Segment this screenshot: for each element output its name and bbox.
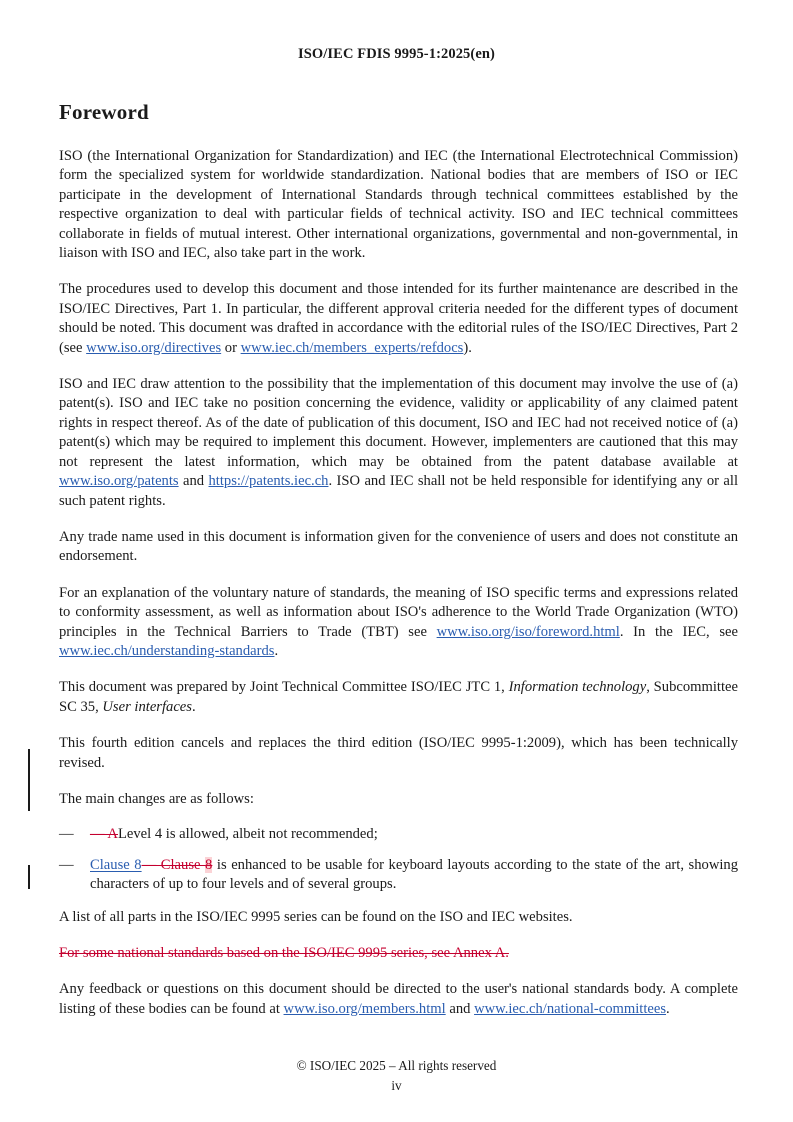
link-iso-foreword[interactable]: www.iso.org/iso/foreword.html — [436, 623, 620, 640]
link-iec-refdocs[interactable]: www.iec.ch/members_experts/refdocs — [240, 339, 464, 356]
paragraph-main-changes-intro: The main changes are as follows: — [59, 790, 254, 807]
committee-title-sc35: User interfaces — [102, 698, 192, 715]
paragraph-committee-text-1: This document was prepared by Joint Technical Committee ISO/IEC JTC 1, — [59, 679, 509, 696]
paragraph-voluntary-text-1: For an explanation of the voluntary nature of standards, the meaning of ISO specific terms and expressions related to conformity assessment, as well as information about ISO's adherence to the World Trade Organization (WTO) principles in the Technical Barriers to Trade (TBT) see — [59, 584, 738, 640]
running-head: ISO/IEC FDIS 9995-1:2025(en) — [298, 46, 495, 62]
paragraph-edition: This fourth edition cancels and replaces the third edition (ISO/IEC 9995-1:2009), which has been technically revised. — [59, 735, 738, 771]
paragraph-feedback — [59, 980, 738, 1019]
deleted-text-prefix: — Clause — [141, 856, 206, 873]
list-item — [59, 825, 738, 844]
paragraph-voluntary-text-3: . — [274, 642, 279, 659]
paragraph-patents-text-1: ISO and IEC draw attention to the possibility that the implementation of this document may involve the use of (a) patent(s). ISO and IEC take no position concerning the evidence, validity or applicability of any claimed patent rights in respect thereof. As of the date of publication of this document, ISO and IEC had not received notice of (a) patent(s) which may be required to implement this document. However, implementers are cautioned that this may not represent the latest information, which may be obtained from the patent database available at — [59, 376, 738, 470]
change-bar-list — [28, 749, 30, 811]
paragraph-deleted-annex-a: For some national standards based on the ISO/IEC 9995 series, see Annex A. — [59, 945, 509, 961]
main-changes-list — [59, 825, 738, 894]
paragraph-trade-name: Any trade name used in this document is information given for the convenience of users and does not constitute an endorsement. — [59, 528, 738, 565]
deleted-text: — A — [90, 826, 118, 843]
paragraph-feedback-text-3: . — [666, 1000, 670, 1017]
paragraph-feedback-text-2: and — [445, 1000, 475, 1017]
list-dash: — — [59, 856, 74, 873]
committee-title-jtc1: Information technology — [508, 679, 647, 696]
page-title: Foreword — [59, 100, 149, 124]
paragraph-patents-text-2: and — [178, 473, 209, 490]
paragraph-procedures-text-1: The procedures used to develop this document and those intended for its further maintenance are described in the ISO/IEC Directives, Part 1. In particular, the different approval criteria needed for the different types of document should be noted. This document was drafted in accordance with the editorial rules of the ISO/IEC Directives, Part 2 (see — [59, 281, 738, 356]
document-body — [59, 100, 738, 1036]
paragraph-voluntary-nature — [59, 584, 738, 662]
paragraph-voluntary-text-2: . In the IEC, see — [619, 623, 738, 640]
paragraph-procedures — [59, 280, 738, 358]
paragraph-committee-text-3: . — [191, 698, 196, 715]
paragraph-procedures-text-2: or — [221, 339, 241, 356]
link-iso-directives[interactable]: www.iso.org/directives — [86, 339, 222, 356]
paragraph-procedures-text-3: ). — [463, 339, 472, 356]
list-item-text: is enhanced to be usable for keyboard layouts according to the state of the art, showing characters of up to four levels and of several groups. — [90, 856, 739, 893]
link-iec-national-committees[interactable]: www.iec.ch/national-committees — [474, 1000, 667, 1017]
copyright-notice: © ISO/IEC 2025 – All rights reserved — [296, 1057, 497, 1073]
paragraph-patents — [59, 375, 738, 511]
paragraph-feedback-text-1: Any feedback or questions on this document should be directed to the user's national standards body. A complete listing of these bodies can be found at — [59, 981, 738, 1017]
page-number: iv — [391, 1077, 402, 1093]
inserted-crossref-clause-8[interactable]: Clause 8 — [90, 856, 142, 873]
link-iso-patents[interactable]: www.iso.org/patents — [59, 473, 179, 490]
link-iec-patents[interactable]: https://patents.iec.ch — [208, 473, 329, 490]
list-item-text: Level 4 is allowed, albeit not recommended; — [117, 826, 378, 843]
change-bar-deleted-paragraph — [28, 865, 30, 889]
paragraph-committee-text-2: , Subcommittee SC 35, — [59, 679, 738, 715]
paragraph-scope: ISO (the International Organization for Standardization) and IEC (the International Electrotechnical Commission) form the specialized system for worldwide standardization. National bodies that are members of ISO or IEC participate in the development of International Standards through technical committees established by the respective organization to deal with particular fields of technical activity. ISO and IEC technical committees collaborate in fields of mutual interest. Other international organizations, governmental and non-governmental, in liaison with ISO and IEC, also take part in the work. — [59, 148, 738, 262]
paragraph-patents-text-3: . ISO and IEC shall not be held responsible for identifying any or all such patent rights. — [59, 473, 738, 509]
paragraph-committee — [59, 678, 738, 717]
link-iso-members[interactable]: www.iso.org/members.html — [283, 1000, 446, 1017]
paragraph-parts-list: A list of all parts in the ISO/IEC 9995 series can be found on the ISO and IEC websites. — [59, 908, 573, 925]
link-iec-understanding-standards[interactable]: www.iec.ch/understanding-standards — [59, 642, 275, 659]
deleted-text-highlighted: 8 — [205, 856, 213, 873]
list-item — [59, 856, 738, 895]
page-footer — [0, 1056, 793, 1095]
list-dash: — — [59, 826, 74, 843]
